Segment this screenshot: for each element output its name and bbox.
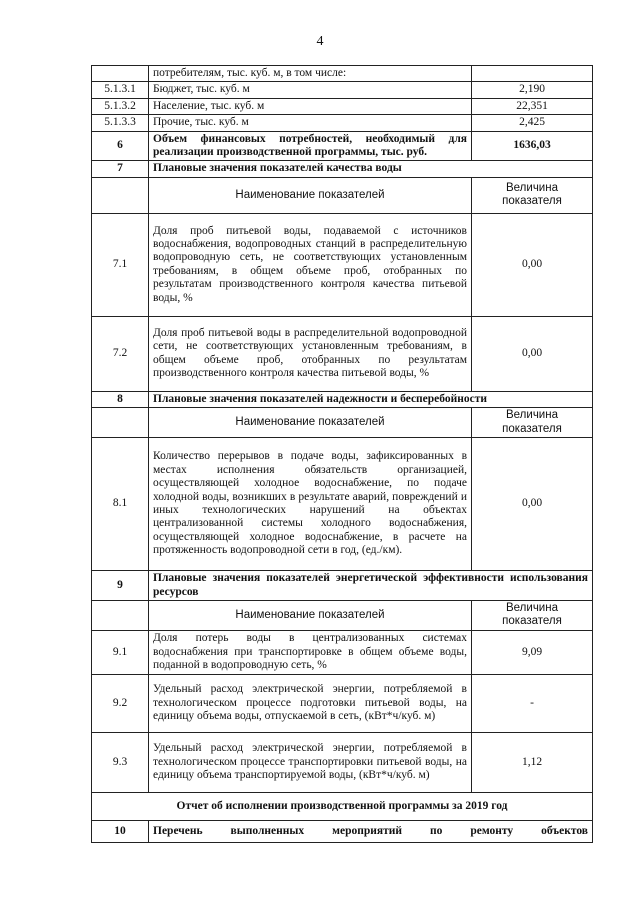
- row-number: 10: [92, 820, 149, 842]
- row-number: 9.1: [92, 630, 149, 674]
- table-row: [92, 674, 593, 732]
- table-row: [92, 820, 593, 842]
- row-text: Доля потерь воды в централизованных системах водоснабжения при транспортировке в общем объеме воды, поданной в водопроводную сеть, %: [149, 630, 472, 674]
- table-row: [92, 82, 593, 98]
- report-title: Отчет об исполнении производственной программы за 2019 год: [92, 792, 593, 820]
- row-number: 5.1.3.1: [92, 82, 149, 98]
- table-row: [92, 438, 593, 571]
- row-value: 22,351: [472, 98, 593, 114]
- row-number: 5.1.3.3: [92, 115, 149, 131]
- row-text: Удельный расход электрической энергии, потребляемой в технологическом процессе транспортировки питьевой воды, на единицу объема транспортируемой воды, (кВт*ч/куб. м): [149, 732, 472, 792]
- table-row: [92, 732, 593, 792]
- table-row: [92, 630, 593, 674]
- column-header-value: Величина показателя: [472, 408, 593, 438]
- row-text: Количество перерывов в подаче воды, зафиксированных в местах исполнения обязательств организацией, осуществляющей холодное водоснабжение, по подаче холодной воды, возникших в результате аварий, повреждений и иных технологических нарушений на объектах централизованной системы холодного водоснабжения, осуществляющей холодное водоснабжение, в расчете на протяженность водопроводной сети в год, (ед./км).: [149, 438, 472, 571]
- row-text: Доля проб питьевой воды в распределительной водопроводной сети, не соответствующих установленным требованиям, в общем объеме проб, отобранных по результатам производственного контроля качества питьевой воды, %: [149, 316, 472, 391]
- row-value: [472, 66, 593, 82]
- row-value: 1636,03: [472, 131, 593, 161]
- section-row: [92, 161, 593, 177]
- row-text: Бюджет, тыс. куб. м: [149, 82, 472, 98]
- row-text: потребителям, тыс. куб. м, в том числе:: [149, 66, 472, 82]
- section-title: Плановые значения показателей энергетической эффективности использования ресурсов: [149, 571, 593, 601]
- row-text: Объем финансовых потребностей, необходимый для реализации производственной программы, тыс. руб.: [149, 131, 472, 161]
- row-text: Удельный расход электрической энергии, потребляемой в технологическом процессе подготовки питьевой воды, на единицу объема воды, отпускаемой в сеть, (кВт*ч/куб. м): [149, 674, 472, 732]
- report-row: [92, 792, 593, 820]
- row-number: 7.2: [92, 316, 149, 391]
- table-row: [92, 131, 593, 161]
- row-text: Перечень выполненных мероприятий по ремонту объектов: [149, 820, 593, 842]
- table-row: [92, 66, 593, 82]
- section-number: 9: [92, 571, 149, 601]
- column-header-name: Наименование показателей: [149, 408, 472, 438]
- row-value: 2,190: [472, 82, 593, 98]
- row-value: 1,12: [472, 732, 593, 792]
- section-title: Плановые значения показателей надежности и бесперебойности: [149, 391, 593, 407]
- row-number: 9.3: [92, 732, 149, 792]
- row-number: 7.1: [92, 213, 149, 316]
- header-row: [92, 601, 593, 631]
- production-program-table: [91, 65, 593, 843]
- section-row: [92, 391, 593, 407]
- section-row: [92, 571, 593, 601]
- row-number: 6: [92, 131, 149, 161]
- header-row: [92, 177, 593, 213]
- column-header-name: Наименование показателей: [149, 177, 472, 213]
- row-number: 8.1: [92, 438, 149, 571]
- row-value: 0,00: [472, 213, 593, 316]
- row-text: Население, тыс. куб. м: [149, 98, 472, 114]
- row-value: 2,425: [472, 115, 593, 131]
- section-number: 8: [92, 391, 149, 407]
- row-number: 5.1.3.2: [92, 98, 149, 114]
- column-header-value: Величина показателя: [472, 601, 593, 631]
- table-row: [92, 213, 593, 316]
- row-number: 9.2: [92, 674, 149, 732]
- table-row: [92, 98, 593, 114]
- page-number: 4: [316, 34, 324, 49]
- row-value: 9,09: [472, 630, 593, 674]
- header-row: [92, 408, 593, 438]
- row-number: [92, 66, 149, 82]
- column-header-value: Величина показателя: [472, 177, 593, 213]
- row-value: -: [472, 674, 593, 732]
- table-row: [92, 115, 593, 131]
- row-text: Доля проб питьевой воды, подаваемой с источников водоснабжения, водопроводных станций в распределительную водопроводную сеть, не соответствующих установленным требованиям, в общем объеме проб, отобранных по результатам производственного контроля качества питьевой воды, %: [149, 213, 472, 316]
- row-value: 0,00: [472, 316, 593, 391]
- row-text: Прочие, тыс. куб. м: [149, 115, 472, 131]
- column-header-name: Наименование показателей: [149, 601, 472, 631]
- row-value: 0,00: [472, 438, 593, 571]
- table-row: [92, 316, 593, 391]
- section-number: 7: [92, 161, 149, 177]
- section-title: Плановые значения показателей качества воды: [149, 161, 593, 177]
